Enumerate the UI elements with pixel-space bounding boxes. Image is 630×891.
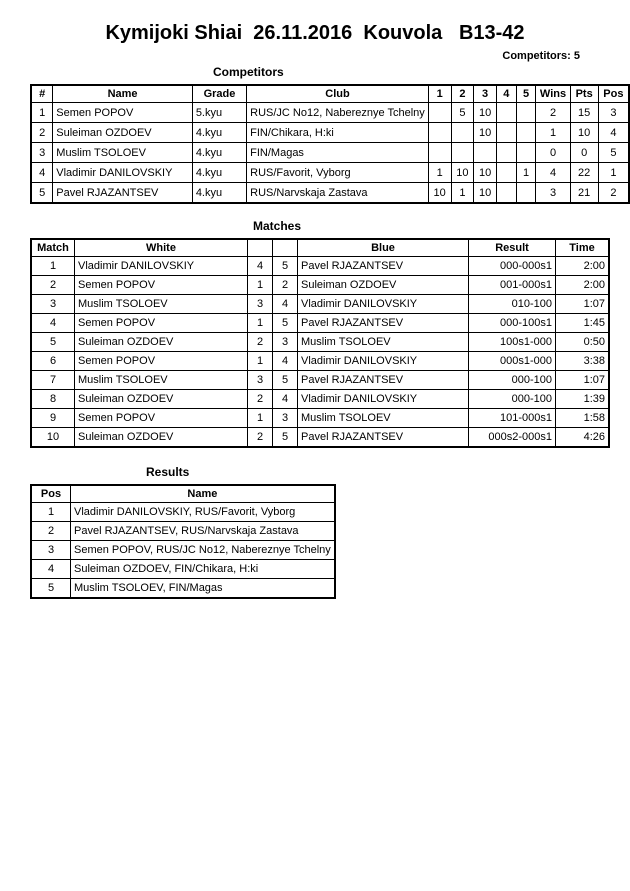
table-row: [31, 314, 609, 333]
matches-header-row: [31, 239, 609, 257]
competitor-result-vs-4-cell: [496, 123, 516, 143]
result-pos-cell: 3: [31, 541, 71, 560]
match-blue-number-cell: 4: [273, 352, 298, 371]
match-white-name-cell: Semen POPOV: [75, 276, 248, 295]
match-time-cell: 2:00: [556, 276, 610, 295]
match-time-cell: 2:00: [556, 257, 610, 276]
col-header-number: #: [31, 85, 53, 103]
competitor-result-vs-4-cell: [496, 183, 516, 204]
col-header-pts: Pts: [570, 85, 598, 103]
col-header-result-pos: Pos: [31, 485, 71, 503]
competitor-result-vs-3-cell: 10: [474, 183, 497, 204]
match-white-name-cell: Semen POPOV: [75, 352, 248, 371]
competitor-wins-cell: 3: [536, 183, 570, 204]
col-header-wins: Wins: [536, 85, 570, 103]
col-header-opponent-3: 3: [474, 85, 497, 103]
competitor-club-cell: RUS/Narvskaja Zastava: [247, 183, 429, 204]
match-white-name-cell: Semen POPOV: [75, 314, 248, 333]
competitor-result-vs-3-cell: 10: [474, 123, 497, 143]
competitor-grade-cell: 5.kyu: [192, 103, 246, 123]
competitor-club-cell: RUS/Favorit, Vyborg: [247, 163, 429, 183]
match-time-cell: 1:07: [556, 371, 610, 390]
matches-table: [30, 238, 610, 448]
match-blue-name-cell: Vladimir DANILOVSKIY: [298, 390, 469, 409]
competitor-result-vs-1-cell: [428, 123, 451, 143]
competitor-result-vs-5-cell: [516, 143, 536, 163]
match-time-cell: 1:58: [556, 409, 610, 428]
result-name-cell: Pavel RJAZANTSEV, RUS/Narvskaja Zastava: [71, 522, 335, 541]
competitor-wins-cell: 2: [536, 103, 570, 123]
result-name-cell: Semen POPOV, RUS/JC No12, Nabereznye Tchelny: [71, 541, 335, 560]
match-number-cell: 5: [31, 333, 75, 352]
match-number-cell: 7: [31, 371, 75, 390]
competitor-result-vs-5-cell: [516, 103, 536, 123]
col-header-match: Match: [31, 239, 75, 257]
match-blue-number-cell: 3: [273, 333, 298, 352]
result-pos-cell: 1: [31, 503, 71, 522]
competitors-header-row: [31, 85, 629, 103]
competitor-result-vs-2-cell: 1: [451, 183, 474, 204]
competitor-name-cell: Pavel RJAZANTSEV: [53, 183, 193, 204]
competitor-wins-cell: 1: [536, 123, 570, 143]
match-blue-name-cell: Pavel RJAZANTSEV: [298, 314, 469, 333]
competitor-result-vs-2-cell: [451, 143, 474, 163]
competitor-result-vs-1-cell: 1: [428, 163, 451, 183]
match-white-number-cell: 2: [248, 333, 273, 352]
match-blue-name-cell: Vladimir DANILOVSKIY: [298, 295, 469, 314]
match-white-name-cell: Suleiman OZDOEV: [75, 333, 248, 352]
competitor-result-vs-4-cell: [496, 163, 516, 183]
match-result-cell: 001-000s1: [469, 276, 556, 295]
table-row: [31, 428, 609, 448]
match-number-cell: 1: [31, 257, 75, 276]
competitor-pts-cell: 15: [570, 103, 598, 123]
table-row: [31, 333, 609, 352]
match-white-number-cell: 1: [248, 314, 273, 333]
match-result-cell: 000-100: [469, 390, 556, 409]
competitor-pts-cell: 10: [570, 123, 598, 143]
table-row: [31, 503, 335, 522]
section-title-matches: Matches: [253, 219, 302, 233]
match-white-number-cell: 1: [248, 352, 273, 371]
col-header-grade: Grade: [192, 85, 246, 103]
table-row: [31, 163, 629, 183]
competitors-table: [30, 84, 630, 204]
table-row: [31, 276, 609, 295]
competitor-result-vs-2-cell: [451, 123, 474, 143]
result-name-cell: Vladimir DANILOVSKIY, RUS/Favorit, Vyborg: [71, 503, 335, 522]
competitor-club-cell: RUS/JC No12, Nabereznye Tchelny: [247, 103, 429, 123]
competitor-club-cell: FIN/Magas: [247, 143, 429, 163]
match-white-name-cell: Suleiman OZDOEV: [75, 390, 248, 409]
match-blue-number-cell: 5: [273, 257, 298, 276]
match-white-number-cell: 2: [248, 428, 273, 448]
competitor-number-cell: 3: [31, 143, 53, 163]
col-header-club: Club: [247, 85, 429, 103]
table-row: [31, 123, 629, 143]
match-blue-name-cell: Pavel RJAZANTSEV: [298, 371, 469, 390]
competitor-result-vs-5-cell: [516, 183, 536, 204]
match-white-number-cell: 1: [248, 276, 273, 295]
results-table: [30, 484, 336, 599]
match-white-name-cell: Vladimir DANILOVSKIY: [75, 257, 248, 276]
match-blue-number-cell: 5: [273, 314, 298, 333]
match-white-number-cell: 2: [248, 390, 273, 409]
match-blue-number-cell: 4: [273, 390, 298, 409]
col-header-blue: Blue: [298, 239, 469, 257]
match-time-cell: 1:07: [556, 295, 610, 314]
table-row: [31, 257, 609, 276]
competitor-number-cell: 4: [31, 163, 53, 183]
match-white-number-cell: 4: [248, 257, 273, 276]
col-header-result: Result: [469, 239, 556, 257]
competitor-pts-cell: 0: [570, 143, 598, 163]
match-result-cell: 000s2-000s1: [469, 428, 556, 448]
match-white-name-cell: Semen POPOV: [75, 409, 248, 428]
table-row: [31, 103, 629, 123]
match-blue-number-cell: 5: [273, 428, 298, 448]
table-row: [31, 409, 609, 428]
competitor-wins-cell: 4: [536, 163, 570, 183]
match-blue-name-cell: Muslim TSOLOEV: [298, 409, 469, 428]
competitor-pos-cell: 4: [598, 123, 629, 143]
table-row: [31, 522, 335, 541]
match-white-name-cell: Muslim TSOLOEV: [75, 371, 248, 390]
match-result-cell: 100s1-000: [469, 333, 556, 352]
match-blue-number-cell: 5: [273, 371, 298, 390]
competitor-grade-cell: 4.kyu: [192, 163, 246, 183]
match-white-number-cell: 3: [248, 371, 273, 390]
col-header-blue-number: [273, 239, 298, 257]
competitor-wins-cell: 0: [536, 143, 570, 163]
match-number-cell: 9: [31, 409, 75, 428]
results-header-row: [31, 485, 335, 503]
competitor-grade-cell: 4.kyu: [192, 123, 246, 143]
competitor-result-vs-5-cell: 1: [516, 163, 536, 183]
competitor-result-vs-3-cell: [474, 143, 497, 163]
competitor-number-cell: 1: [31, 103, 53, 123]
match-blue-name-cell: Pavel RJAZANTSEV: [298, 428, 469, 448]
section-title-results: Results: [146, 465, 190, 479]
table-row: [31, 371, 609, 390]
competitor-number-cell: 5: [31, 183, 53, 204]
match-result-cell: 000-000s1: [469, 257, 556, 276]
match-number-cell: 10: [31, 428, 75, 448]
match-white-number-cell: 1: [248, 409, 273, 428]
col-header-opponent-2: 2: [451, 85, 474, 103]
competitor-result-vs-2-cell: 10: [451, 163, 474, 183]
competitor-name-cell: Suleiman OZDOEV: [53, 123, 193, 143]
match-number-cell: 3: [31, 295, 75, 314]
match-number-cell: 6: [31, 352, 75, 371]
competitor-result-vs-4-cell: [496, 143, 516, 163]
competitor-name-cell: Muslim TSOLOEV: [53, 143, 193, 163]
competitor-name-cell: Vladimir DANILOVSKIY: [53, 163, 193, 183]
match-blue-number-cell: 4: [273, 295, 298, 314]
match-blue-name-cell: Muslim TSOLOEV: [298, 333, 469, 352]
competitors-count: Competitors: 5: [502, 50, 580, 62]
competitor-result-vs-1-cell: [428, 103, 451, 123]
competitor-result-vs-2-cell: 5: [451, 103, 474, 123]
match-time-cell: 1:45: [556, 314, 610, 333]
match-blue-name-cell: Vladimir DANILOVSKIY: [298, 352, 469, 371]
col-header-opponent-5: 5: [516, 85, 536, 103]
match-blue-name-cell: Pavel RJAZANTSEV: [298, 257, 469, 276]
table-row: [31, 390, 609, 409]
competitor-club-cell: FIN/Chikara, H:ki: [247, 123, 429, 143]
table-row: [31, 541, 335, 560]
competitor-pos-cell: 2: [598, 183, 629, 204]
table-row: [31, 295, 609, 314]
match-white-name-cell: Muslim TSOLOEV: [75, 295, 248, 314]
competitor-grade-cell: 4.kyu: [192, 183, 246, 204]
match-result-cell: 000-100: [469, 371, 556, 390]
match-number-cell: 2: [31, 276, 75, 295]
page-title: Kymijoki Shiai 26.11.2016 Kouvola B13-42: [105, 22, 525, 44]
competitor-number-cell: 2: [31, 123, 53, 143]
col-header-white: White: [75, 239, 248, 257]
match-time-cell: 4:26: [556, 428, 610, 448]
col-header-opponent-4: 4: [496, 85, 516, 103]
competitor-name-cell: Semen POPOV: [53, 103, 193, 123]
match-time-cell: 0:50: [556, 333, 610, 352]
col-header-pos: Pos: [598, 85, 629, 103]
competitor-result-vs-1-cell: 10: [428, 183, 451, 204]
match-number-cell: 8: [31, 390, 75, 409]
competitor-pts-cell: 22: [570, 163, 598, 183]
col-header-white-number: [248, 239, 273, 257]
match-blue-number-cell: 3: [273, 409, 298, 428]
section-title-competitors: Competitors: [213, 65, 284, 79]
competitor-pts-cell: 21: [570, 183, 598, 204]
match-white-name-cell: Suleiman OZDOEV: [75, 428, 248, 448]
competitor-result-vs-1-cell: [428, 143, 451, 163]
col-header-result-name: Name: [71, 485, 335, 503]
table-row: [31, 579, 335, 599]
result-pos-cell: 2: [31, 522, 71, 541]
match-time-cell: 1:39: [556, 390, 610, 409]
competitor-pos-cell: 3: [598, 103, 629, 123]
match-result-cell: 101-000s1: [469, 409, 556, 428]
match-time-cell: 3:38: [556, 352, 610, 371]
col-header-time: Time: [556, 239, 610, 257]
table-row: [31, 183, 629, 204]
match-white-number-cell: 3: [248, 295, 273, 314]
match-result-cell: 000-100s1: [469, 314, 556, 333]
table-row: [31, 143, 629, 163]
col-header-opponent-1: 1: [428, 85, 451, 103]
competitor-result-vs-3-cell: 10: [474, 103, 497, 123]
result-pos-cell: 4: [31, 560, 71, 579]
match-number-cell: 4: [31, 314, 75, 333]
match-result-cell: 000s1-000: [469, 352, 556, 371]
competitor-result-vs-4-cell: [496, 103, 516, 123]
competitor-result-vs-5-cell: [516, 123, 536, 143]
competitor-grade-cell: 4.kyu: [192, 143, 246, 163]
result-pos-cell: 5: [31, 579, 71, 599]
table-row: [31, 560, 335, 579]
match-blue-name-cell: Suleiman OZDOEV: [298, 276, 469, 295]
competitor-result-vs-3-cell: 10: [474, 163, 497, 183]
result-name-cell: Muslim TSOLOEV, FIN/Magas: [71, 579, 335, 599]
competitor-pos-cell: 1: [598, 163, 629, 183]
result-name-cell: Suleiman OZDOEV, FIN/Chikara, H:ki: [71, 560, 335, 579]
col-header-name: Name: [53, 85, 193, 103]
competitor-pos-cell: 5: [598, 143, 629, 163]
match-result-cell: 010-100: [469, 295, 556, 314]
table-row: [31, 352, 609, 371]
match-blue-number-cell: 2: [273, 276, 298, 295]
